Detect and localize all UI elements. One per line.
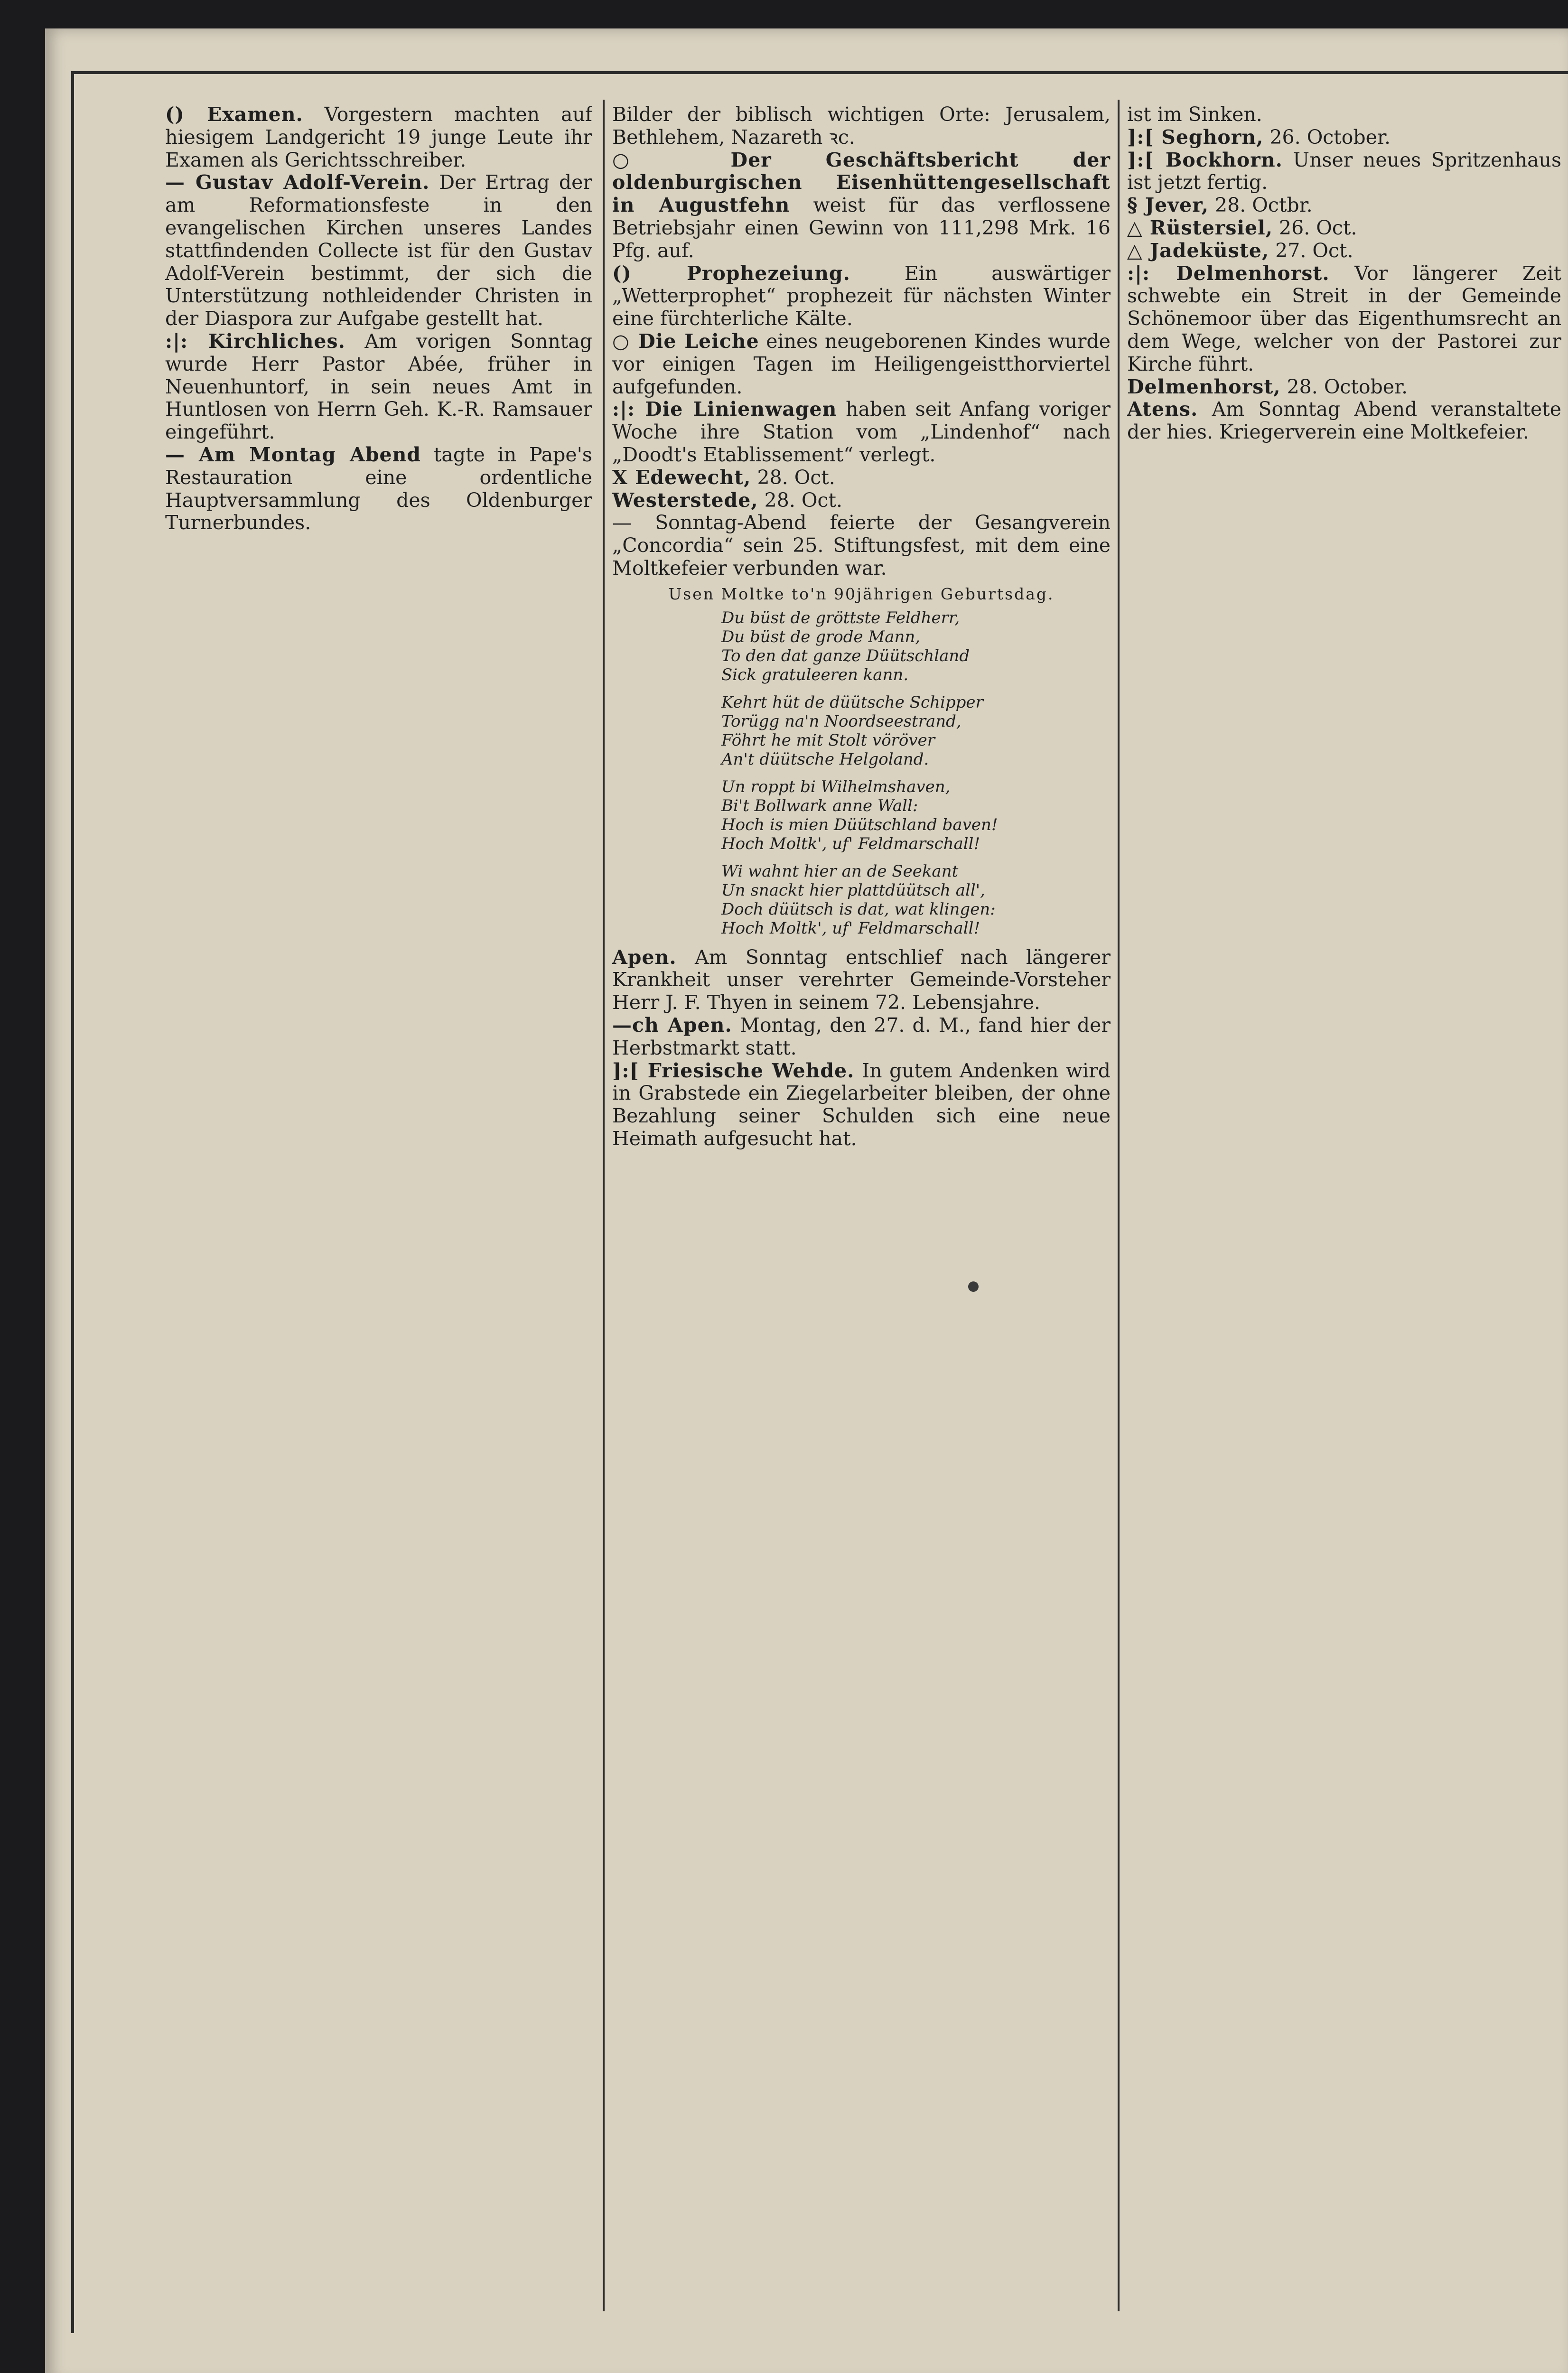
section-text: — Am Montag Abend tagte in Pape's Restauration eine ordentliche Hauptversammlung des Oldenburger Turnerbundes. xyxy=(165,443,592,534)
section-text: () Prophezeiung. Ein auswärtiger „Wetterprophet“ prophezeit für nächsten Winter eine fürchterliche Kälte. xyxy=(612,262,1111,330)
column-divider-right xyxy=(1118,100,1120,2311)
section-text: Westerstede, 28. Oct. xyxy=(612,488,842,512)
section-text: △ Jadeküste, 27. Oct. xyxy=(1127,239,1353,262)
section-heading: — Gustav Adolf-Verein. xyxy=(165,171,430,194)
section-heading: X Edewecht, xyxy=(612,466,751,489)
poem-line: Kehrt hüt de düütsche Schipper xyxy=(721,692,983,712)
section-heading: Delmenhorst, xyxy=(1127,375,1281,398)
section-heading: Atens. xyxy=(1127,398,1198,421)
section-text: :|: Delmenhorst. Vor längerer Zeit schwebte ein Streit in der Gemeinde Schönemoor über das Eigenthumsrecht an dem Wege, welcher von der Pastorei zur Kirche führt. xyxy=(1127,262,1561,375)
section-text: () Examen. Vorgestern machten auf hiesigem Landgericht 19 junge Leute ihr Examen als Gerichtsschreiber. xyxy=(165,103,592,171)
poem-line: Wi wahnt hier an de Seekant xyxy=(721,861,959,881)
poem-title: Usen Moltke to'n 90jährigen Geburtsdag. xyxy=(668,584,1055,603)
section-heading: Westerstede, xyxy=(612,488,758,512)
poem-line: Sick gratuleeren kann. xyxy=(721,665,909,684)
section-text: △ Rüstersiel, 26. Oct. xyxy=(1127,216,1357,239)
section-text: § Jever, 28. Octbr. xyxy=(1127,194,1313,217)
section-text: Delmenhorst, 28. October. xyxy=(1127,375,1408,398)
column-right xyxy=(1127,103,1561,2315)
poem-line: Bi't Bollwark anne Wall: xyxy=(721,796,918,815)
section-heading: △ Rüstersiel, xyxy=(1127,216,1273,239)
section-text: ]:[ Bockhorn. Unser neues Spritzenhaus ist jetzt fertig. xyxy=(1127,148,1561,194)
section-heading: ○ Der Geschäftsbericht der oldenburgischen Eisenhüttengesellschaft in Augustfehn xyxy=(612,148,1111,217)
section-text: Bilder der biblisch wichtigen Orte: Jerusalem, Bethlehem, Nazareth ꝛc. xyxy=(612,103,1111,149)
section-heading: ]:[ Bockhorn. xyxy=(1127,148,1283,171)
poem-stanza xyxy=(721,862,1111,938)
section-heading: () Prophezeiung. xyxy=(612,262,850,285)
section-heading: ]:[ Friesische Wehde. xyxy=(612,1059,855,1082)
poem-line: Hoch Moltk', uf' Feldmarschall! xyxy=(721,918,980,938)
poem-stanza xyxy=(721,608,1111,684)
section-heading: ]:[ Seghorn, xyxy=(1127,125,1264,149)
section-heading: () Examen. xyxy=(165,103,303,126)
section-text: — Gustav Adolf-Verein. Der Ertrag der am Reformationsfeste in den evangelischen Kirchen unseres Landes stattfindenden Collecte ist für den Gustav Adolf-Verein bestimmt, der sich die Unterstützung nothleidender Christen in der Diaspora zur Aufgabe gestellt hat. xyxy=(165,171,592,330)
section-heading: △ Jadeküste, xyxy=(1127,239,1269,262)
poem-line: Doch düütsch is dat, wat klingen: xyxy=(721,899,996,919)
poem-line: Un snackt hier plattdüütsch all', xyxy=(721,880,985,900)
poem-stanza xyxy=(721,777,1111,853)
poem-line: Föhrt he mit Stolt vöröver xyxy=(721,730,935,750)
section-heading: :|: Die Linienwagen xyxy=(612,398,837,421)
section-text: X Edewecht, 28. Oct. xyxy=(612,466,835,489)
section-text: ]:[ Friesische Wehde. In gutem Andenken wird in Grabstede ein Ziegelarbeiter bleiben, der ohne Bezahlung seiner Schulden sich eine neue Heimath aufgesucht hat. xyxy=(612,1059,1111,1150)
section-text: — Sonntag-Abend feierte der Gesangverein „Concordia“ sein 25. Stiftungsfest, mit dem eine Moltkefeier verbunden war. xyxy=(612,511,1111,579)
section-heading: :|: Delmenhorst. xyxy=(1127,262,1330,285)
section-text: ist im Sinken. xyxy=(1127,103,1262,126)
section-text: Atens. Am Sonntag Abend veranstaltete der hies. Kriegerverein eine Moltkefeier. xyxy=(1127,398,1561,444)
section-heading: —ch Apen. xyxy=(612,1013,732,1037)
poem-line: Torügg na'n Noordseestrand, xyxy=(721,711,961,731)
section-text: ○ Der Geschäftsbericht der oldenburgischen Eisenhüttengesellschaft in Augustfehn weist für das verflossene Betriebsjahr einen Gewinn von 111,298 Mrk. 16 Pfg. auf. xyxy=(612,148,1111,262)
poem-stanza xyxy=(721,693,1111,769)
section-text: Apen. Am Sonntag entschlief nach längerer Krankheit unser verehrter Gemeinde-Vorsteher Herr J. F. Thyen in seinem 72. Lebensjahre. xyxy=(612,945,1111,1014)
column-left xyxy=(165,103,592,2315)
section-text: —ch Apen. Montag, den 27. d. M., fand hier der Herbstmarkt statt. xyxy=(612,1013,1111,1059)
ink-mark xyxy=(968,1281,979,1292)
section-text: :|: Die Linienwagen haben seit Anfang voriger Woche ihre Station vom „Lindenhof“ nach „Doodt's Etablissement“ verlegt. xyxy=(612,398,1111,466)
poem-line: Hoch Moltk', uf' Feldmarschall! xyxy=(721,834,980,853)
section-heading: — Am Montag Abend xyxy=(165,443,421,466)
poem-line: To den dat ganze Düütschland xyxy=(721,646,970,665)
section-heading: ○ Die Leiche xyxy=(612,329,759,353)
section-text: ]:[ Seghorn, 26. October. xyxy=(1127,125,1391,149)
section-text: :|: Kirchliches. Am vorigen Sonntag wurde Herr Pastor Abée, früher in Neuenhuntorf, in sein neues Amt in Huntlosen von Herrn Geh. K.-R. Ramsauer eingeführt. xyxy=(165,329,592,444)
section-heading: :|: Kirchliches. xyxy=(165,329,345,353)
poem-line: Un roppt bi Wilhelmshaven, xyxy=(721,777,951,796)
column-middle xyxy=(612,103,1111,2315)
poem-line: Du büst de grode Mann, xyxy=(721,627,921,646)
poem-line: Hoch is mien Düütschland baven! xyxy=(721,815,998,834)
section-heading: Apen. xyxy=(612,945,677,969)
column-divider-left xyxy=(603,100,605,2311)
poem-line: An't düütsche Helgoland. xyxy=(721,749,929,769)
section-heading: § Jever, xyxy=(1127,194,1209,217)
poem-line: Du büst de gröttste Feldherr, xyxy=(721,608,960,627)
section-text: ○ Die Leiche eines neugeborenen Kindes wurde vor einigen Tagen im Heiligengeistthorviertel aufgefunden. xyxy=(612,329,1111,398)
